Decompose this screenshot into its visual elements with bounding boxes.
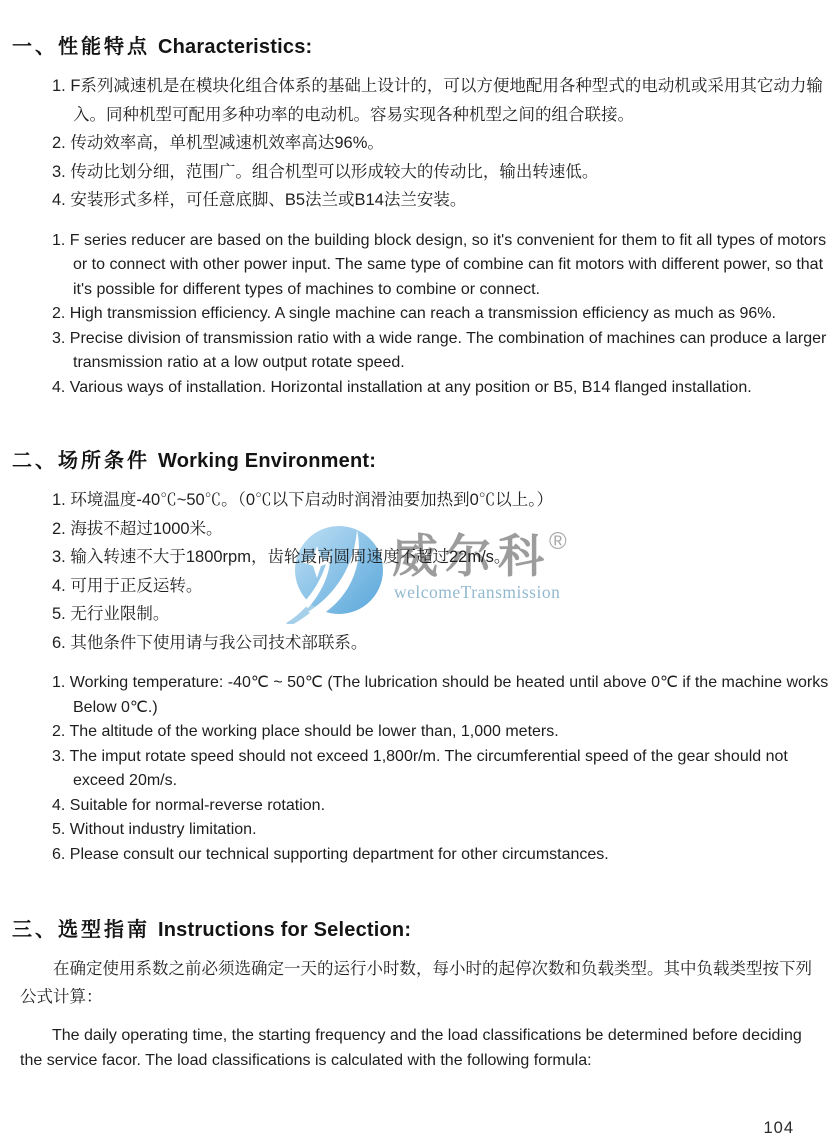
list-item: 4. 可用于正反运转。 [52,576,203,595]
list-item: 5. 无行业限制。 [52,605,170,623]
list-item: 1. Working temperature: -40℃ ~ 50℃ (The lubrication should be heated until above 0℃ if the machine works Below 0℃.) [52,674,829,716]
list-item: 6. 其他条件下使用请与我公司技术部联系。 [52,633,368,652]
list-item: 3. 传动比划分细，范围广。组合机型可以形成较大的传动比，输出转速低。 [52,162,599,181]
list-item: 6. Please consult our technical supporting department for other circumstances. [52,845,609,863]
section-working-environment-heading [12,400,840,473]
list-item: 4. Various ways of installation. Horizontal installation at any position or B5, B14 flanged installation. [52,378,752,396]
list-item: 2. 海拔不超过1000米。 [52,519,223,538]
characteristics-list-cn [52,72,834,215]
selection-paragraph-en: The daily operating time, the starting frequency and the load classifications be determined before deciding the service facor. The load classifications is calculated with the following formula: [20,1027,802,1069]
section-working-environment-heading-en: Working Environment: [158,450,377,472]
registered-trademark-icon: ® [549,528,567,555]
section-characteristics-heading-cn: 一、性能特点 [12,36,150,58]
working-environment-list-cn [52,486,834,657]
section-characteristics-heading-en: Characteristics: [158,36,313,58]
list-item: 4. Suitable for normal-reverse rotation. [52,796,326,814]
list-item: 2. The altitude of the working place should be lower than, 1,000 meters. [52,723,559,740]
section-working-environment-heading-cn: 二、场所条件 [12,450,150,472]
section-selection-heading-cn: 三、选型指南 [12,919,150,941]
page-number: 104 [763,1119,794,1137]
list-item: 3. Precise division of transmission ratio with a wide range. The combination of machines can produce a larger transmission ratio at a low output rotate speed. [52,329,827,371]
list-item: 1. F series reducer are based on the building block design, so it's convenient for them to fit all types of motors or to connect with other power input. The same type of combine can fit motors with different power, so that it's possible for different types of machines to combine or connect. [52,231,827,298]
list-item: 5. Without industry limitation. [52,821,257,838]
working-environment-list-en [52,671,834,867]
list-item: 4. 安装形式多样，可任意底脚、B5法兰或B14法兰安装。 [52,191,467,209]
section-characteristics-heading [12,0,840,59]
list-item: 2. 传动效率高，单机型减速机效率高达96%。 [52,134,384,152]
characteristics-list-en [52,229,834,401]
section-selection-heading-en: Instructions for Selection: [158,919,412,941]
list-item: 1. 环境温度-40℃~50℃。（0℃以下启动时润滑油要加热到0℃以上。） [52,491,554,509]
list-item: 3. 输入转速不大于1800rpm，齿轮最高圆周速度不超过22m/s。 [52,548,511,566]
list-item: 2. High transmission efficiency. A single machine can reach a transmission efficiency as much as 96%. [52,305,776,322]
section-selection-heading [12,867,840,942]
brand-name-en: welcomeTransmission [394,582,561,602]
brand-name-cn: 威尔科 [392,530,551,582]
list-item: 1. F系列减速机是在模块化组合体系的基础上设计的，可以方便地配用各种型式的电动机或采用其它动力输入。同种机型可配用多种功率的电动机。容易实现各种机型之间的组合联接。 [52,77,823,124]
list-item: 3. The imput rotate speed should not exceed 1,800r/m. The circumferential speed of the gear should not exceed 20m/s. [52,747,788,789]
selection-paragraph-cn: 在确定使用系数之前必须选确定一天的运行小时数，每小时的起停次数和负载类型。其中负载类型按下列公式计算： [20,960,812,1006]
